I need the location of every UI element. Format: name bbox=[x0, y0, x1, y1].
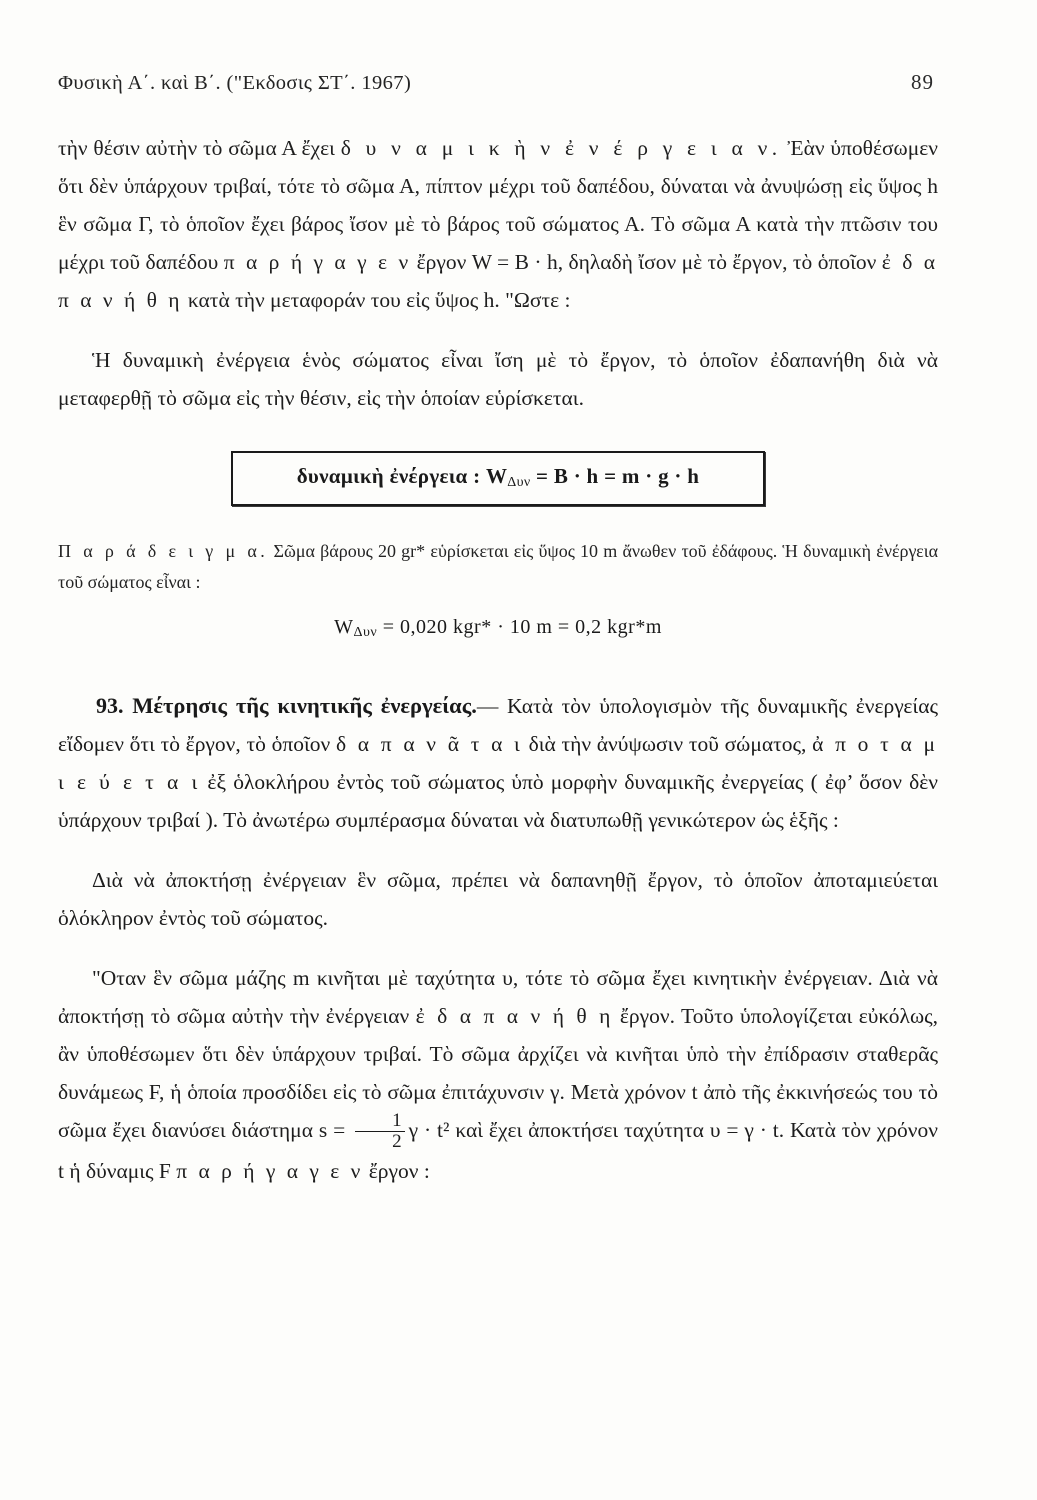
paragraph-1 bbox=[58, 129, 938, 319]
emphasis-edapanithi: ἐ δ α π α ν ή θ η bbox=[58, 250, 939, 312]
final-paragraph-c: γ · t² καὶ ἔχει ἀποκτήσει ταχύτητα υ = γ · t. Κατὰ τὸν χρόνον t ἡ δύναμις F bbox=[58, 1118, 938, 1183]
section-93 bbox=[58, 687, 938, 839]
section-body-b: διὰ τὴν ἀνύψωσιν τοῦ σώματος, bbox=[522, 732, 813, 756]
example-text: Σῶμα βάρους 20 gr* εὑρίσκεται εἰς ὕψος 10 m ἄνωθεν τοῦ ἐδάφους. Ἡ δυναμικὴ ἐνέργεια τοῦ σώματος εἶναι : bbox=[58, 541, 939, 592]
section-body-c: ἐξ ὁλοκλήρου ἐντὸς τοῦ σώματος ὑπὸ μορφὴν δυναμικῆς ἐνεργείας ( ἐφ’ ὅσον δὲν ὑπάρχουν τριβαί ). Τὸ ἀνωτέρω συμπέρασμα δύναται νὰ διατυπωθῇ γενικώτερον ὡς ἑξῆς : bbox=[58, 770, 938, 832]
emphasis-dapanatai: δ α π α ν ᾶ τ α ι bbox=[335, 732, 523, 756]
section-title: Μέτρησις τῆς κινητικῆς ἐνεργείας. bbox=[132, 693, 477, 718]
example-equation-symbol: W bbox=[334, 616, 354, 638]
final-paragraph-b: ἔργον. Τοῦτο ὑπολογίζεται εὐκόλως, ἂν ὑποθέσωμεν ὅτι δὲν ὑπάρχουν τριβαί. Τὸ σῶμα ἀρχίζει νὰ κινῆται ὑπὸ τὴν ἐπίδρασιν σταθερᾶς δυνάμεως F, ἡ ὁποία προσδίδει εἰς τὸ σῶμα ἐπιτάχυνσιν γ. Μετὰ χρόνον t ἀπὸ τῆς ἐκκινήσεώς του τὸ σῶμα ἔχει διανύσει διάστημα s = bbox=[58, 1004, 938, 1142]
section-number: 93. bbox=[96, 693, 124, 718]
fraction-numerator: 1 bbox=[392, 1110, 402, 1132]
paragraph-1-part-d: κατὰ τὴν μεταφοράν του εἰς ὕψος h. "Ωστε : bbox=[182, 288, 571, 312]
paragraph-1-part-b: Ἐὰν ὑποθέσωμεν ὅτι δὲν ὑπάρχουν τριβαί, τότε τὸ σῶμα Α, πίπτον μέχρι τοῦ δαπέδου, δύναται νὰ ἀνυψώσῃ εἰς ὕψος h ἓν σῶμα Γ, τὸ ὁποῖον ἔχει βάρος ἴσον μὲ τὸ βάρος τοῦ σώματος Α. Τὸ σῶμα Α κατὰ τὴν πτῶσιν του μέχρι τοῦ δαπέδου bbox=[58, 136, 938, 274]
section-body-a: — Κατὰ τὸν ὑπολογισμὸν τῆς δυναμικῆς ἐνεργείας εἴδομεν ὅτι τὸ ἔργον, τὸ ὁποῖον bbox=[58, 694, 938, 756]
paragraph-1-part-a: τὴν θέσιν αὐτὴν τὸ σῶμα Α ἔχει bbox=[58, 136, 341, 160]
formula-label: δυναμικὴ ἐνέργεια : bbox=[296, 464, 481, 488]
final-paragraph-d: ἔργον : bbox=[363, 1158, 430, 1183]
emphasis-parigagen-2: π α ρ ή γ α γ ε ν bbox=[176, 1158, 364, 1183]
example-equation-body: = 0,020 kgr* · 10 m = 0,2 kgr*m bbox=[382, 616, 662, 638]
emphasis-dynamic-energy: δ υ ν α μ ι κ ὴ ν ἐ ν έ ρ γ ε ι α ν. bbox=[340, 136, 782, 160]
final-paragraph-a: "Οταν ἓν σῶμα μάζης m κινῆται μὲ ταχύτητα υ, τότε τὸ σῶμα ἔχει κινητικὴν ἐνέργειαν. Διὰ νὰ ἀποκτήσῃ τὸ σῶμα αὐτὴν τὴν ἐνέργειαν bbox=[58, 966, 938, 1028]
emphasis-edapanithi-2: ἐ δ α π α ν ή θ η bbox=[415, 1004, 614, 1028]
final-paragraph bbox=[58, 959, 938, 1190]
emphasis-parigagen: π α ρ ή γ α γ ε ν bbox=[223, 250, 412, 274]
book-title: Φυσικὴ Α΄. καὶ Β΄. ("Εκδοσις ΣΤ΄. 1967) bbox=[58, 72, 412, 94]
fraction-one-half bbox=[355, 1111, 405, 1152]
emphasis-apotamieuetai: ἀ π ο τ α μ ι ε ύ ε τ α ι bbox=[58, 732, 939, 794]
formula-symbol-subscript: Δυν bbox=[507, 475, 531, 490]
page-content bbox=[58, 70, 938, 1190]
statement-paragraph: Διὰ νὰ ἀποκτήσῃ ἐνέργειαν ἓν σῶμα, πρέπει νὰ δαπανηθῇ ἔργον, τὸ ὁποῖον ἀποταμιεύεται ὁλόκληρον ἐντὸς τοῦ σώματος. bbox=[58, 868, 938, 930]
formula-symbol: W bbox=[485, 464, 508, 488]
page-header bbox=[58, 70, 938, 101]
formula-expression: = Β · h = m · g · h bbox=[536, 464, 700, 488]
example-equation-subscript: Δυν bbox=[353, 625, 378, 640]
formula-box bbox=[231, 451, 765, 506]
formula-box-container bbox=[58, 451, 938, 506]
example-equation bbox=[58, 616, 938, 641]
example-paragraph bbox=[58, 536, 938, 598]
fraction-denominator: 2 bbox=[355, 1131, 405, 1152]
definition-paragraph: Ἡ δυναμικὴ ἐνέργεια ἑνὸς σώματος εἶναι ἴση μὲ τὸ ἔργον, τὸ ὁποῖον ἐδαπανήθη διὰ νὰ μεταφερθῇ τὸ σῶμα εἰς τὴν θέσιν, εἰς τὴν ὁποίαν εὑρίσκεται. bbox=[58, 348, 938, 410]
page-number: 89 bbox=[911, 70, 934, 94]
example-label: Π α ρ ά δ ε ι γ μ α. bbox=[58, 541, 269, 561]
paragraph-1-part-c: ἔργον W = Β · h, δηλαδὴ ἴσον μὲ τὸ ἔργον, τὸ ὁποῖον bbox=[411, 250, 882, 274]
